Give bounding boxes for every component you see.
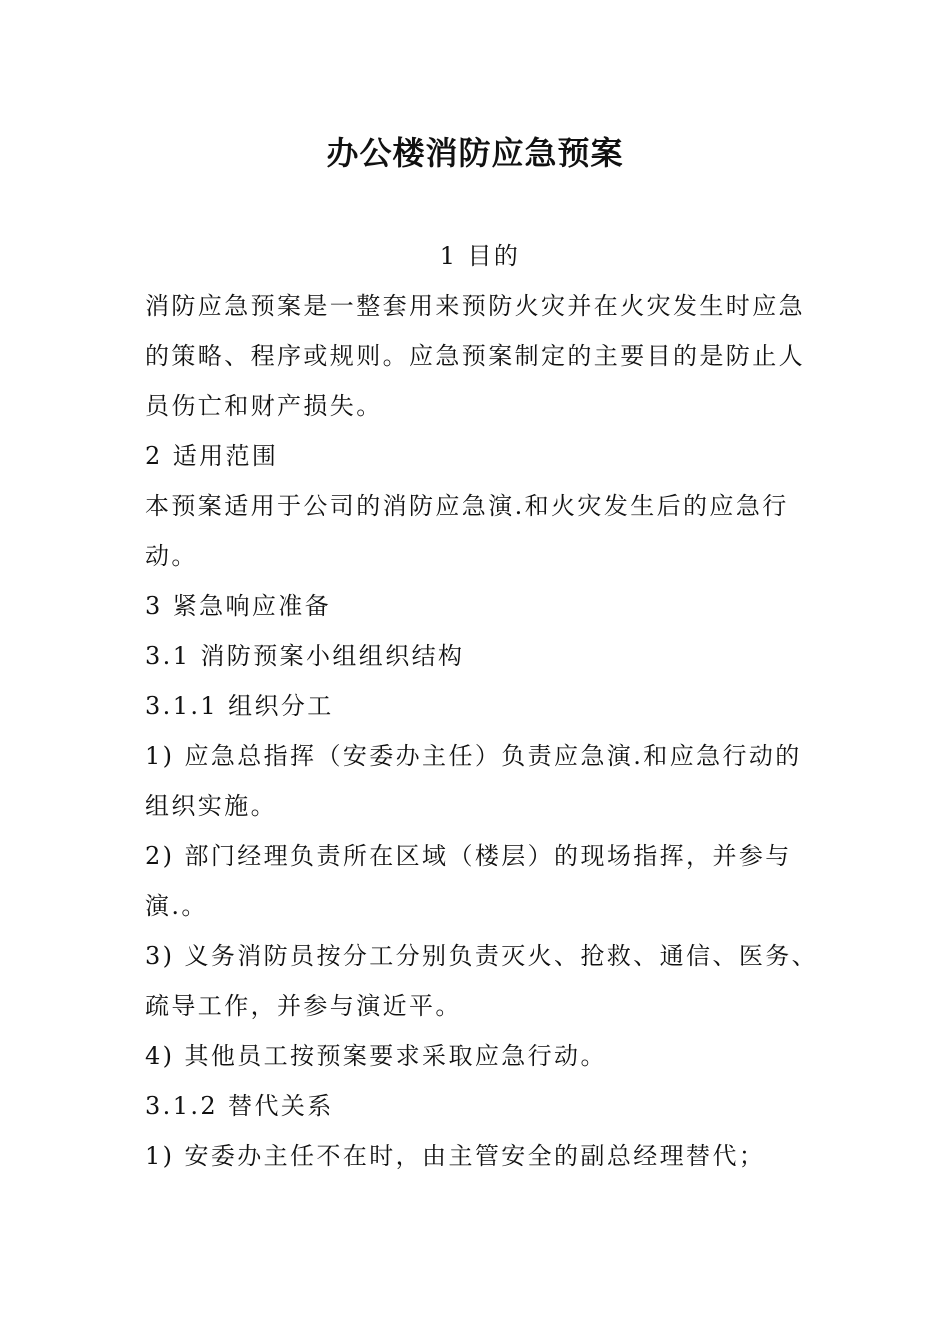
list-item-line: 组织实施。	[145, 792, 277, 820]
list-item-line: 2) 部门经理负责所在区域（楼层）的现场指挥，并参与	[145, 842, 792, 870]
section-heading-scope: 2 适用范围	[145, 442, 279, 470]
subsection-heading: 3.1.1 组织分工	[145, 692, 334, 720]
section-heading-preparation: 3 紧急响应准备	[145, 592, 332, 620]
section-heading-purpose: 1 目的	[439, 242, 521, 270]
document-title: 办公楼消防应急预案	[326, 134, 624, 172]
paragraph-line: 消防应急预案是一整套用来预防火灾并在火灾发生时应急	[145, 292, 805, 320]
subsection-heading: 3.1.2 替代关系	[145, 1092, 334, 1120]
paragraph-line: 动。	[145, 542, 198, 570]
paragraph-line: 的策略、程序或规则。应急预案制定的主要目的是防止人	[145, 342, 805, 370]
paragraph-line: 本预案适用于公司的消防应急演.和火灾发生后的应急行	[145, 492, 789, 520]
list-item-line: 1) 应急总指挥（安委办主任）负责应急演.和应急行动的	[145, 742, 802, 770]
list-item-line: 演.。	[145, 892, 208, 920]
list-item-line: 3) 义务消防员按分工分别负责灭火、抢救、通信、医务、	[145, 942, 819, 970]
list-item-line: 疏导工作，并参与演近平。	[145, 992, 462, 1020]
subsection-heading: 3.1 消防预案小组组织结构	[145, 642, 465, 670]
list-item-line: 4) 其他员工按预案要求采取应急行动。	[145, 1042, 607, 1070]
paragraph-line: 员伤亡和财产损失。	[145, 392, 383, 420]
list-item-line: 1) 安委办主任不在时，由主管安全的副总经理替代；	[145, 1142, 766, 1170]
